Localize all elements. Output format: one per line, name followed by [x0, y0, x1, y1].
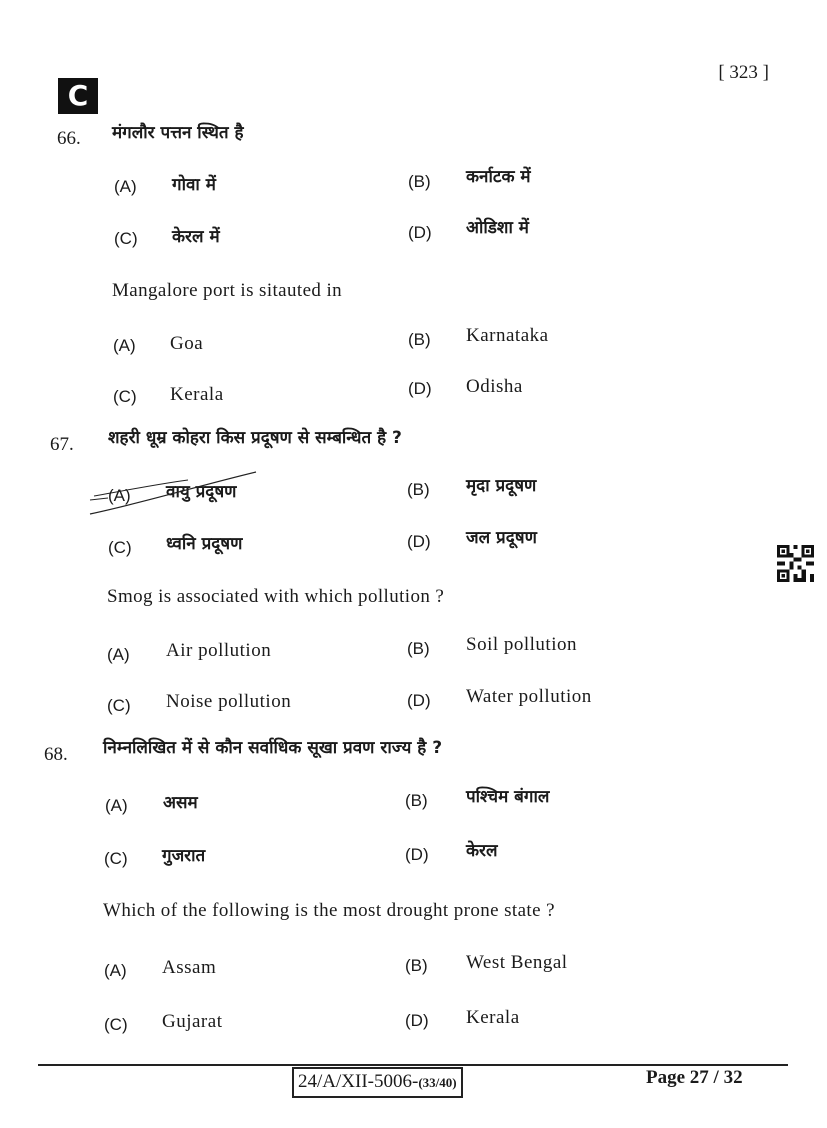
question-text-hindi: मंगलौर पत्तन स्थित है [112, 123, 244, 143]
option-label: (A) [107, 645, 130, 664]
option-text: Water pollution [466, 686, 592, 707]
option-text: केरल [466, 841, 498, 861]
footer-code-sheet: (33/40) [418, 1075, 457, 1090]
question-number: 67. [50, 434, 74, 455]
option-text: Karnataka [466, 325, 549, 346]
option-text: कर्नाटक में [466, 167, 531, 187]
option-label: (A) [105, 796, 128, 815]
option-text: West Bengal [466, 952, 568, 973]
option-text: पश्चिम बंगाल [466, 787, 550, 807]
option-text: Noise pollution [166, 691, 292, 712]
option-label: (C) [114, 229, 138, 248]
paper-code: [ 323 ] [718, 62, 769, 83]
option-text: Kerala [170, 384, 224, 405]
option-label: (B) [405, 791, 428, 810]
question-number: 68. [44, 744, 68, 765]
pen-strike-mark [88, 470, 258, 522]
option-text: Goa [170, 333, 204, 354]
option-text: Odisha [466, 376, 523, 397]
option-label: (C) [104, 849, 128, 868]
question-text-english: Which of the following is the most drought prone state ? [103, 900, 555, 921]
option-text: Gujarat [162, 1011, 223, 1032]
option-text: Soil pollution [466, 634, 577, 655]
option-label: (D) [405, 1011, 429, 1030]
option-label: (D) [408, 379, 432, 398]
option-text: Kerala [466, 1007, 520, 1028]
option-text: केरल में [172, 227, 220, 247]
option-label: (B) [407, 639, 430, 658]
option-text: Assam [162, 957, 217, 978]
question-number: 66. [57, 128, 81, 149]
option-label: (C) [108, 538, 132, 557]
option-text: वायु प्रदूषण [166, 482, 237, 502]
option-text: Air pollution [166, 640, 272, 661]
option-label: (A) [113, 336, 136, 355]
footer-divider [38, 1064, 788, 1066]
option-label: (C) [107, 696, 131, 715]
page-number: Page 27 / 32 [646, 1067, 743, 1088]
option-label: (C) [113, 387, 137, 406]
option-text: ध्वनि प्रदूषण [166, 534, 243, 554]
question-text-english: Mangalore port is sitauted in [112, 280, 343, 301]
footer-code-main: 24/A/XII-5006- [298, 1071, 419, 1092]
option-label: (A) [114, 177, 137, 196]
option-text: जल प्रदूषण [466, 528, 537, 548]
option-label: (D) [407, 532, 431, 551]
option-label: (B) [408, 330, 431, 349]
option-label: (B) [408, 172, 431, 191]
option-text: मृदा प्रदूषण [466, 476, 537, 496]
option-label: (D) [408, 223, 432, 242]
question-text-english: Smog is associated with which pollution ? [107, 586, 445, 607]
option-text: ओडिशा में [466, 218, 529, 238]
option-label: (B) [407, 480, 430, 499]
option-label: (D) [405, 845, 429, 864]
option-label: (C) [104, 1015, 128, 1034]
option-text: गोवा में [172, 175, 216, 195]
question-text-hindi: निम्नलिखित में से कौन सर्वाधिक सूखा प्रवण राज्य है ? [103, 738, 443, 758]
option-label: (A) [104, 961, 127, 980]
option-text: असम [163, 793, 198, 813]
set-badge: C [58, 78, 98, 114]
footer-paper-code [292, 1067, 463, 1098]
question-text-hindi: शहरी धूम्र कोहरा किस प्रदूषण से सम्बन्धित है ? [108, 428, 402, 448]
qr-code-icon [777, 545, 814, 582]
option-label: (A) [108, 486, 131, 505]
option-text: गुजरात [162, 846, 206, 866]
option-label: (D) [407, 691, 431, 710]
option-label: (B) [405, 956, 428, 975]
